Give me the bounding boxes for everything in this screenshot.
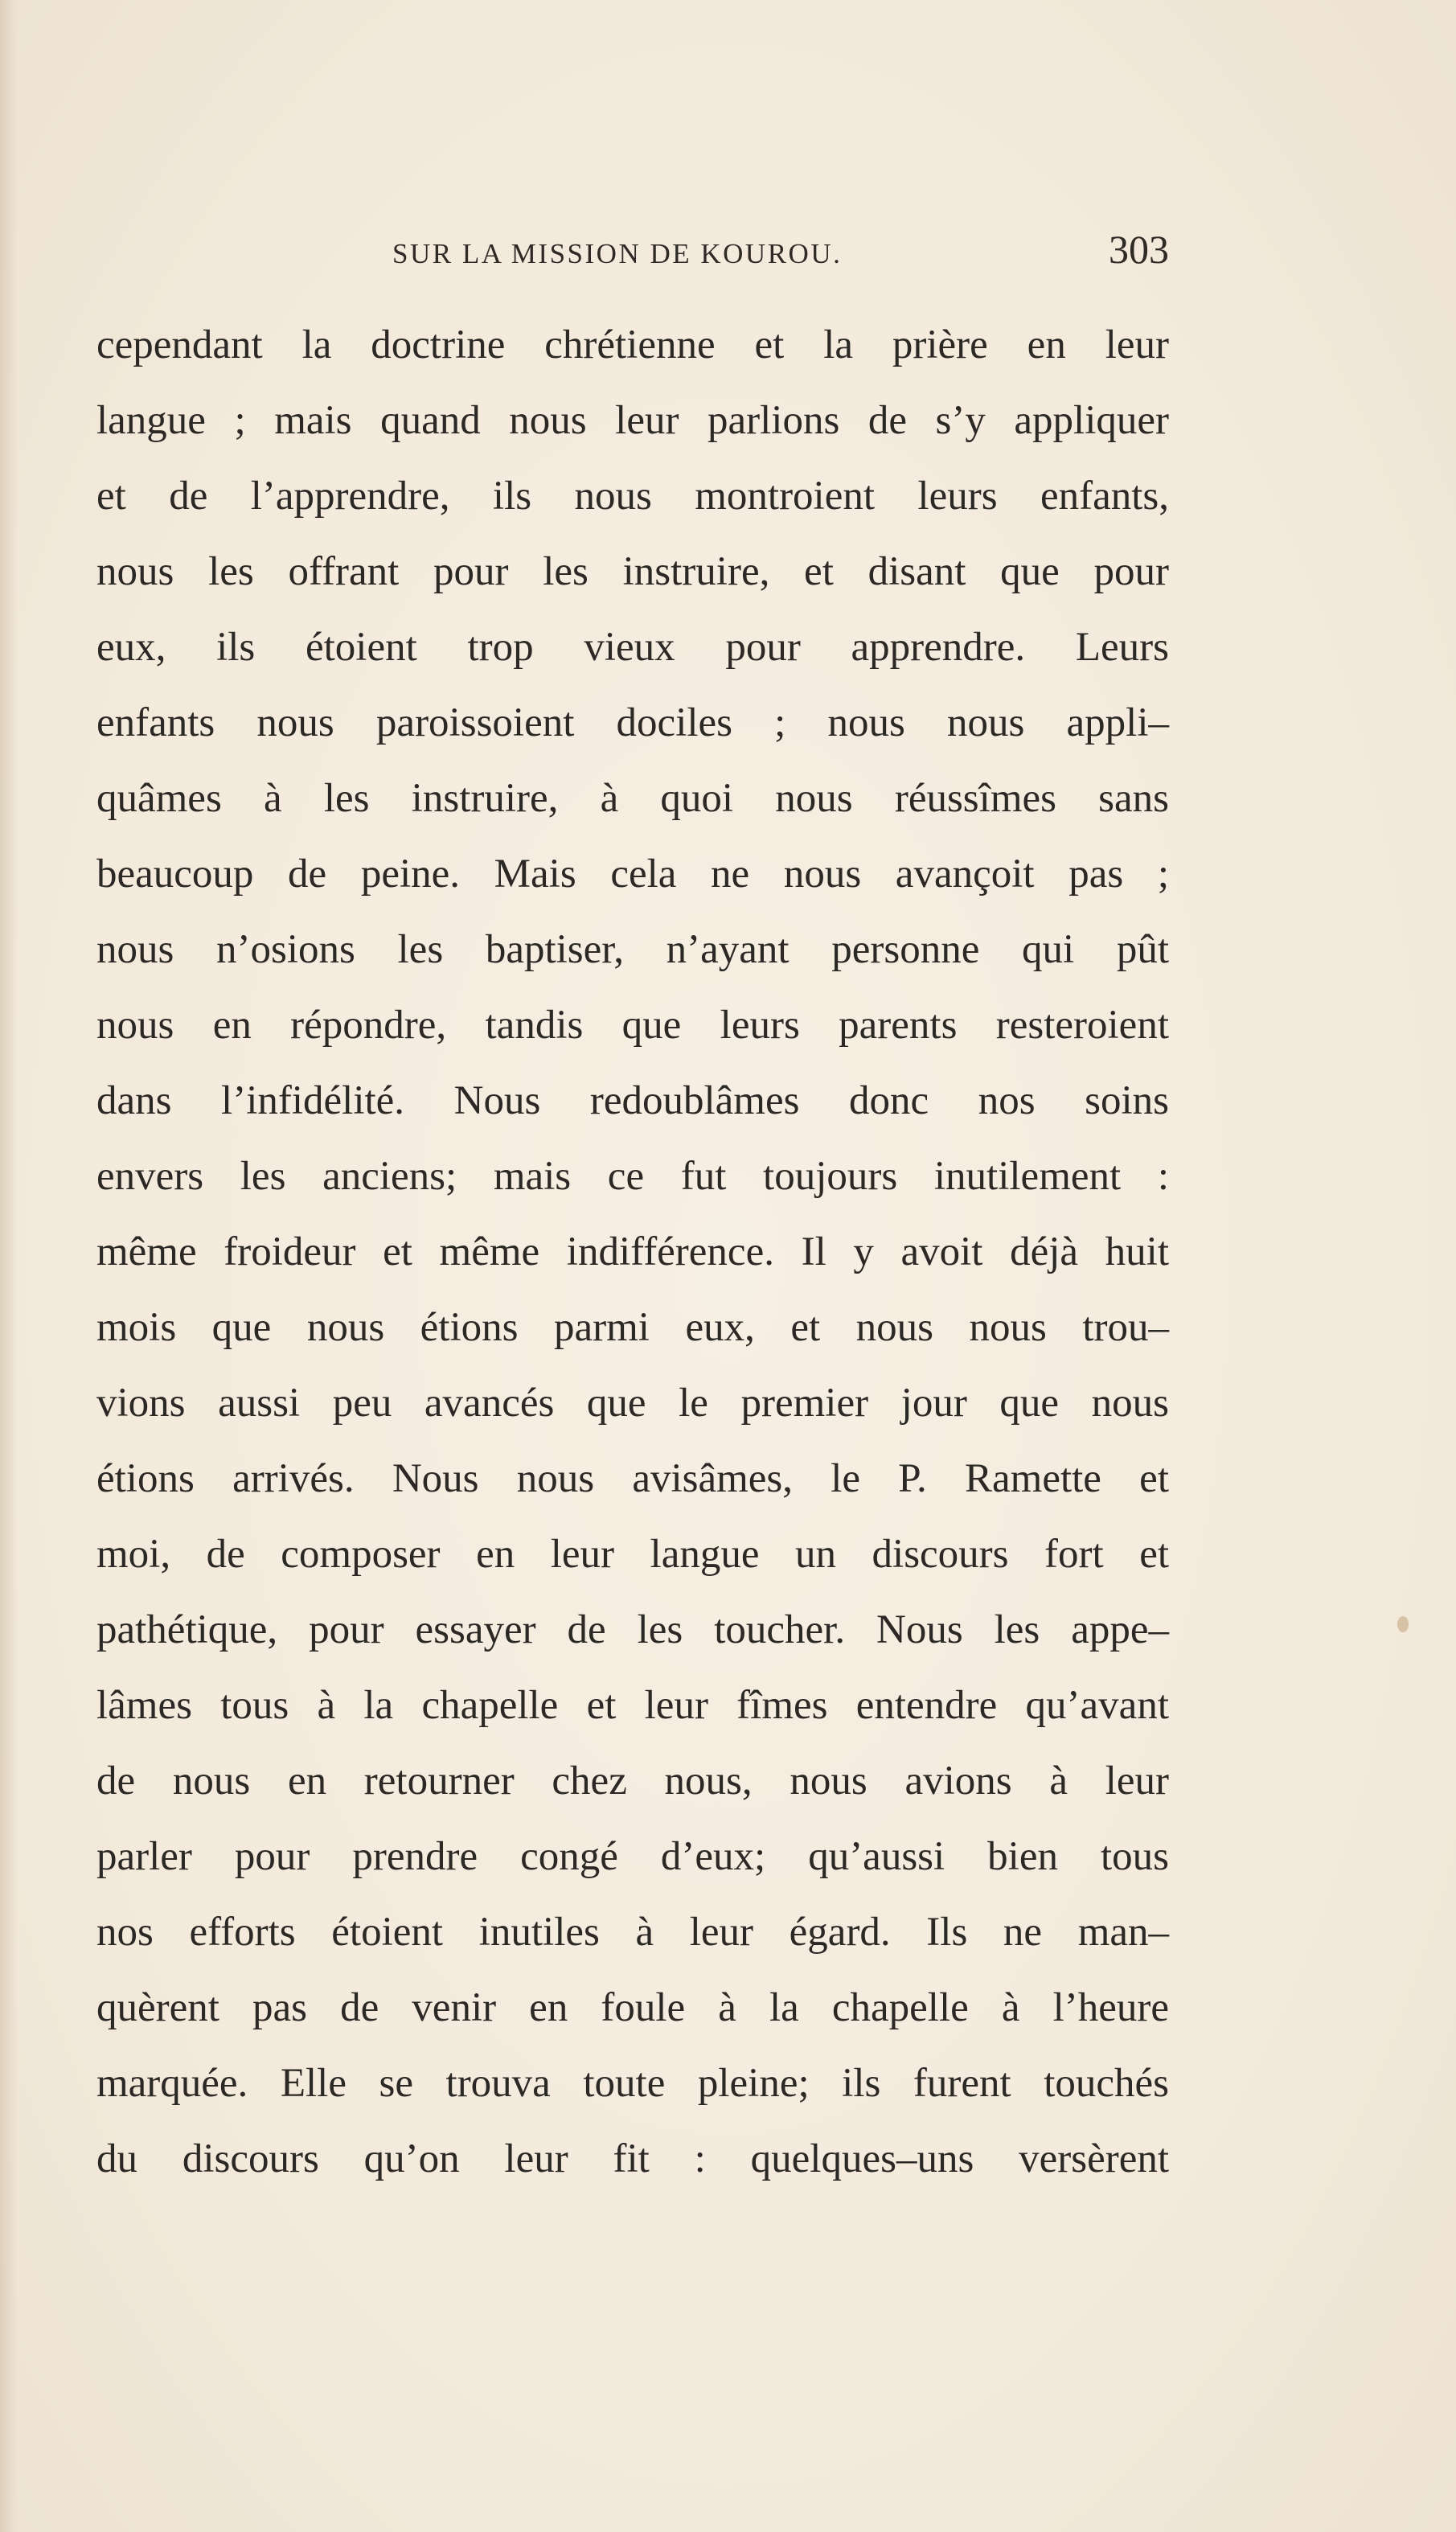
text-line: parler pour prendre congé d’eux; qu’aussi bien tous [96,1834,1169,1879]
text-line: nous les offrant pour les instruire, et disant que pour [96,549,1169,594]
text-line: nous n’osions les baptiser, n’ayant personne qui pût [96,927,1169,972]
text-line: vions aussi peu avancés que le premier jour que nous [96,1381,1169,1426]
text-line: quâmes à les instruire, à quoi nous réussîmes sans [96,776,1169,821]
text-line: eux, ils étoient trop vieux pour apprendre. Leurs [96,625,1169,670]
text-line: quèrent pas de venir en foule à la chapelle à l’heure [96,1985,1169,2030]
text-line: beaucoup de peine. Mais cela ne nous avançoit pas ; [96,852,1169,897]
text-line: envers les anciens; mais ce fut toujours inutilement : [96,1154,1169,1199]
text-line: de nous en retourner chez nous, nous avions à leur [96,1758,1169,1804]
text-line: langue ; mais quand nous leur parlions de s’y appliquer [96,398,1169,443]
running-title: SUR LA MISSION DE KOUROU. [392,238,843,269]
text-line: nous en répondre, tandis que leurs parents resteroient [96,1003,1169,1048]
text-line: moi, de composer en leur langue un discours fort et [96,1532,1169,1577]
text-line: enfants nous paroissoient dociles ; nous nous appli– [96,700,1169,745]
text-line: lâmes tous à la chapelle et leur fîmes entendre qu’avant [96,1683,1169,1728]
text-line: du discours qu’on leur fit : quelques–uns versèrent [96,2136,1169,2181]
body-text [96,307,1169,2197]
text-line: et de l’apprendre, ils nous montroient leurs enfants, [96,474,1169,519]
page-number: 303 [1109,227,1169,272]
text-line: étions arrivés. Nous nous avisâmes, le P. Ramette et [96,1456,1169,1501]
text-line: dans l’infidélité. Nous redoublâmes donc nos soins [96,1078,1169,1123]
text-line: même froideur et même indifférence. Il y avoit déjà huit [96,1229,1169,1274]
text-line: marquée. Elle se trouva toute pleine; ils furent touchés [96,2061,1169,2106]
text-line: cependant la doctrine chrétienne et la prière en leur [96,322,1169,367]
spine-shadow [0,0,18,2532]
text-line: nos efforts étoient inutiles à leur égard. Ils ne man– [96,1910,1169,1955]
paper-speck [1397,1616,1409,1632]
running-head [96,227,1169,273]
text-line: pathétique, pour essayer de les toucher. Nous les appe– [96,1607,1169,1652]
text-line: mois que nous étions parmi eux, et nous nous trou– [96,1305,1169,1350]
